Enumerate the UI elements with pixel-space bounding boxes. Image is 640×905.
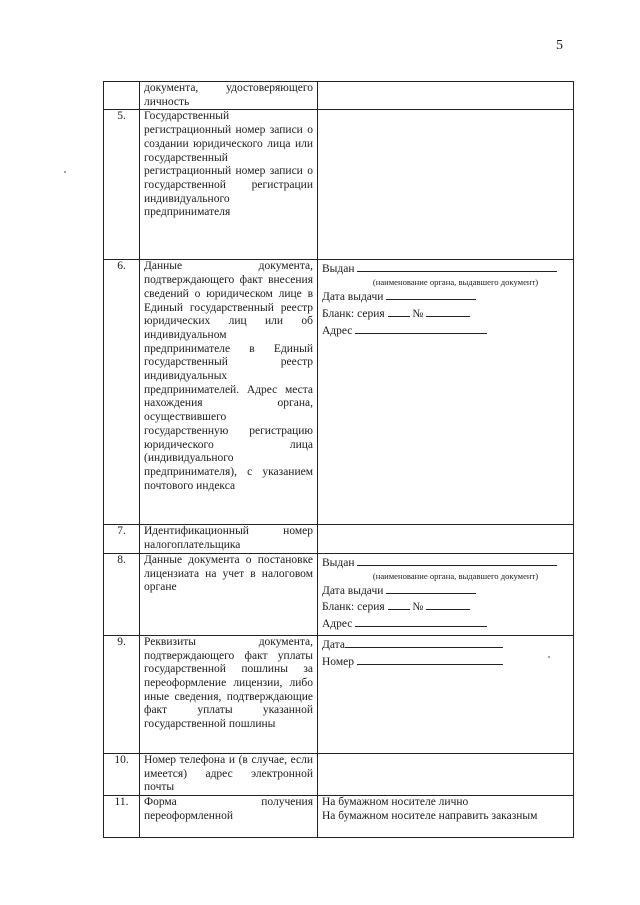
- row-label: Форма получения переоформленной: [140, 795, 318, 837]
- delivery-option-registered-mail[interactable]: На бумажном носителе направить заказным: [322, 809, 538, 822]
- scan-speck: [548, 656, 550, 658]
- row-label: Идентификационный номер налогоплательщика: [140, 525, 318, 553]
- row-label: документа, удостоверяющего личность: [140, 82, 318, 110]
- table-row-9: [104, 635, 574, 753]
- date-label: Дата: [322, 638, 345, 651]
- address-blank[interactable]: [355, 322, 487, 334]
- issue-date-label: Дата выдачи: [322, 291, 384, 304]
- table-row-7: [104, 525, 574, 553]
- row-label: Государственный регистрационный номер записи о создании юридического лица или государственный регистрационный номер записи о государственной регистрации индивидуального предпринимателя: [140, 110, 318, 260]
- address-label: Адрес: [322, 617, 353, 630]
- issued-by-blank[interactable]: [357, 554, 557, 566]
- contact-field[interactable]: [318, 753, 574, 795]
- row-number: 10.: [104, 753, 140, 795]
- table-row-6: [104, 260, 574, 525]
- table-row-continuation: [104, 82, 574, 110]
- blank-series-blank[interactable]: [388, 305, 410, 317]
- number-sign: №: [412, 601, 424, 614]
- fee-payment-fields: [318, 635, 574, 753]
- row-number: 11.: [104, 795, 140, 837]
- table-row-11: [104, 795, 574, 837]
- number-sign: №: [412, 307, 424, 320]
- issued-by-label: Выдан: [322, 263, 355, 276]
- tax-registration-fields: [318, 553, 574, 635]
- row-label: Данные документа о постановке лицензиата на учет в налоговом органе: [140, 553, 318, 635]
- row-number: [104, 82, 140, 110]
- registry-document-fields: [318, 260, 574, 525]
- address-blank[interactable]: [355, 615, 487, 627]
- delivery-options: [318, 795, 574, 837]
- table-row-5: [104, 110, 574, 260]
- table-row-10: [104, 753, 574, 795]
- page-number: 5: [556, 38, 563, 53]
- number-blank[interactable]: [357, 653, 503, 665]
- row-number: 9.: [104, 635, 140, 753]
- number-label: Номер: [322, 655, 354, 668]
- inn-field[interactable]: [318, 525, 574, 553]
- row-number: 5.: [104, 110, 140, 260]
- date-blank[interactable]: [345, 636, 503, 648]
- row-label: Данные документа, подтверждающего факт внесения сведений о юридическом лице в Единый государственный реестр юридических лиц или об индивидуальном предпринимателе в Единый государственный реестр индивидуальных предпринимателей. Адрес места нахождения органа, осуществившего государственную регистрацию юридического лица (индивидуального предпринимателя), с указанием почтового индекса: [140, 260, 318, 525]
- scan-speck: [64, 171, 66, 173]
- address-label: Адрес: [322, 324, 353, 337]
- issued-by-label: Выдан: [322, 556, 355, 569]
- row-number: 8.: [104, 553, 140, 635]
- issued-by-blank[interactable]: [357, 260, 557, 272]
- registration-number-field[interactable]: [318, 110, 574, 260]
- issue-date-blank[interactable]: [386, 288, 476, 300]
- blank-number-blank[interactable]: [426, 598, 470, 610]
- row-label: Номер телефона и (в случае, если имеется) адрес электронной почты: [140, 753, 318, 795]
- row-label: Реквизиты документа, подтверждающего факт уплаты государственной пошлины за переоформление лицензии, либо иные сведения, подтверждающие факт уплаты указанной государственной пошлины: [140, 635, 318, 753]
- issuer-note: (наименование органа, выдавшего документ): [372, 570, 539, 581]
- blank-series-blank[interactable]: [388, 598, 410, 610]
- issue-date-blank[interactable]: [386, 582, 476, 594]
- issue-date-label: Дата выдачи: [322, 584, 384, 597]
- row-value-empty[interactable]: [318, 82, 574, 110]
- blank-series-label: Бланк: серия: [322, 601, 385, 614]
- blank-series-label: Бланк: серия: [322, 307, 385, 320]
- delivery-option-in-person[interactable]: На бумажном носителе лично: [322, 795, 469, 808]
- issuer-note: (наименование органа, выдавшего документ): [372, 277, 539, 288]
- blank-number-blank[interactable]: [426, 305, 470, 317]
- row-number: 7.: [104, 525, 140, 553]
- table-row-8: [104, 553, 574, 635]
- license-form-table: [103, 81, 574, 838]
- row-number: 6.: [104, 260, 140, 525]
